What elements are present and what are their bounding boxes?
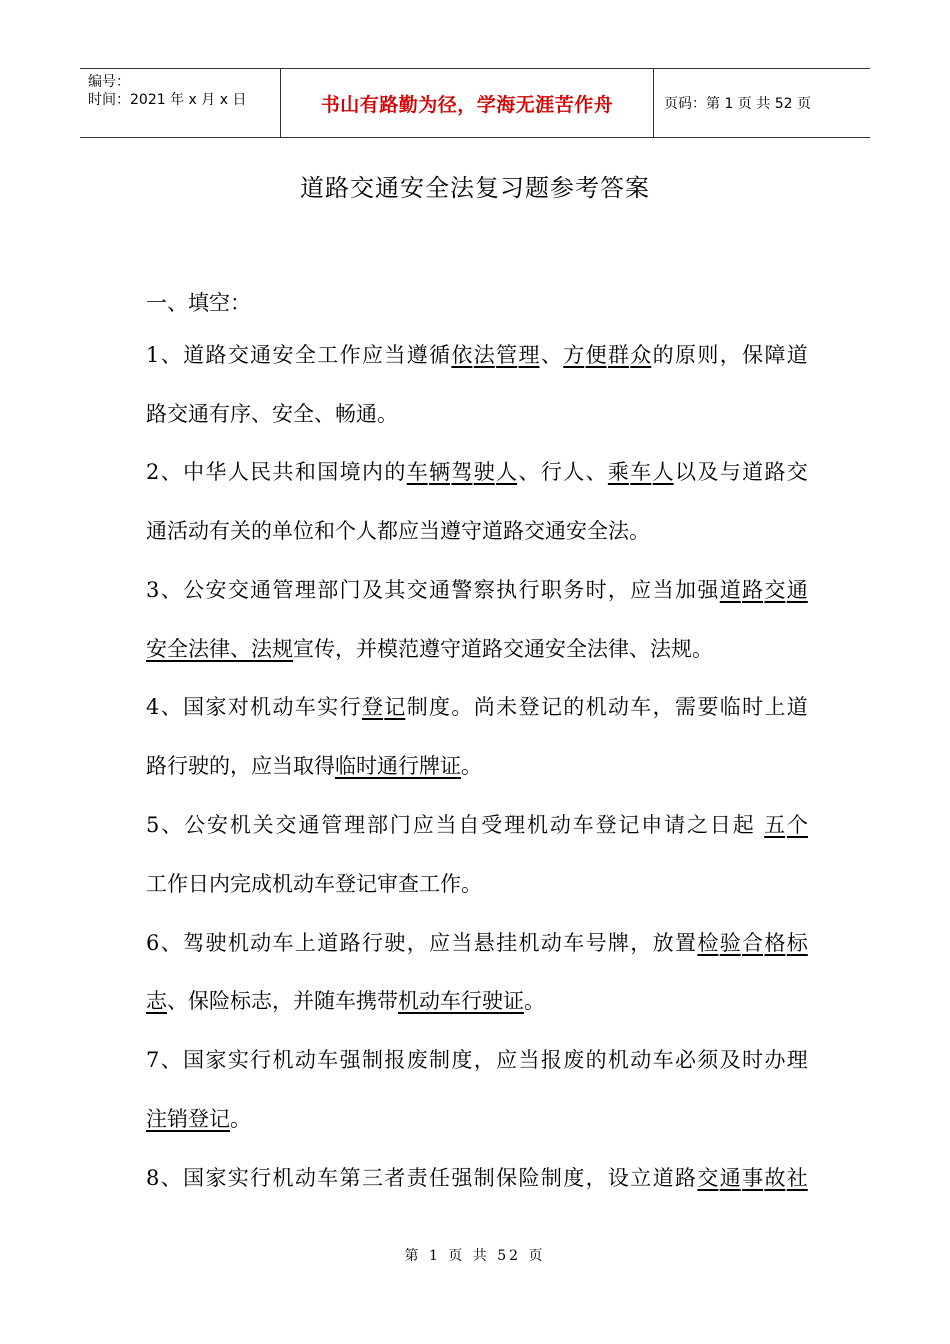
text-char: 动 xyxy=(250,931,272,955)
text-char: 机 xyxy=(518,931,540,955)
answer-blank: 志 xyxy=(146,989,167,1013)
text-char: 民 xyxy=(250,460,272,484)
text-char: 交 xyxy=(227,578,249,602)
text-char: 理 xyxy=(786,1048,808,1072)
text-char: 车 xyxy=(563,931,585,955)
text-char: 车 xyxy=(294,695,316,719)
text-char: 当 xyxy=(518,1048,540,1072)
text-char: 责 xyxy=(406,1166,428,1190)
text-char: 度 xyxy=(563,1166,585,1190)
text-char: 安 xyxy=(205,578,227,602)
text-char: 、 xyxy=(540,343,562,367)
text-char: 全 xyxy=(294,343,316,367)
text-char: ， xyxy=(406,931,428,955)
text-char: 制 xyxy=(406,695,428,719)
text-char: 尚 xyxy=(473,695,495,719)
text-line xyxy=(146,1163,808,1193)
text-char: 原 xyxy=(675,343,696,367)
text-char: 及 xyxy=(697,460,719,484)
text-char: 应 xyxy=(361,343,383,367)
text-char: 国 xyxy=(183,695,205,719)
text-char: 须 xyxy=(697,1048,719,1072)
text-line xyxy=(146,516,808,546)
text-char: 其 xyxy=(384,578,406,602)
answer-char: 格 xyxy=(764,931,786,955)
answer-char: 故 xyxy=(764,1166,786,1190)
answer-char: 众 xyxy=(630,343,652,367)
answer-char: 车 xyxy=(406,460,428,484)
text-char: 时 xyxy=(742,1048,764,1072)
text-char: 道 xyxy=(742,460,764,484)
answer-char: 道 xyxy=(719,578,741,602)
header-motto: 书山有路勤为径，学海无涯苦作舟 xyxy=(320,93,614,116)
text-char: 机 xyxy=(227,931,249,955)
text-line xyxy=(146,340,808,370)
header-meta xyxy=(80,69,280,137)
answer-char: 群 xyxy=(607,343,629,367)
text-char: 安 xyxy=(272,343,294,367)
text-char: 人 xyxy=(563,460,585,484)
text-line xyxy=(146,751,808,781)
text-char: 动 xyxy=(630,1048,652,1072)
text-line xyxy=(146,869,808,899)
text-char: 门 xyxy=(389,813,411,837)
text-segment: 、保险标志，并随车携带 xyxy=(167,989,398,1013)
text-char: 察 xyxy=(473,578,495,602)
text-char: ， xyxy=(473,1048,495,1072)
text-line xyxy=(146,1104,808,1134)
text-char: 当 xyxy=(451,931,473,955)
answer-char: 合 xyxy=(742,931,764,955)
text-char: 境 xyxy=(339,460,361,484)
text-char: 车 xyxy=(317,1166,339,1190)
text-char: 以 xyxy=(675,460,696,484)
text-char: 车 xyxy=(652,1048,674,1072)
time-label: 时间：2021 年 x 月 x 日 xyxy=(88,92,247,108)
text-char: 设 xyxy=(607,1166,629,1190)
text-char: 临 xyxy=(719,695,741,719)
text-char: 记 xyxy=(540,695,562,719)
text-char: 交 xyxy=(786,460,808,484)
answer-char: 社 xyxy=(786,1166,808,1190)
text-char: 与 xyxy=(719,460,741,484)
text-char: 动 xyxy=(549,813,571,837)
text-line xyxy=(146,457,808,487)
section-heading: 一、填空： xyxy=(146,291,251,315)
answer-char: 路 xyxy=(742,578,764,602)
text-char: ， xyxy=(719,343,741,367)
answer-char: 个 xyxy=(786,813,808,837)
answer-blank: 安全法律、法规 xyxy=(146,637,293,661)
text-char: 废 xyxy=(406,1048,428,1072)
text-char: 行 xyxy=(518,578,540,602)
text-char: 登 xyxy=(595,813,617,837)
text-char: 循 xyxy=(429,343,451,367)
text-char: 通 xyxy=(429,578,451,602)
text-char: ， xyxy=(585,1166,607,1190)
document-title: 道路交通安全法复习题参考答案 xyxy=(300,174,650,202)
text-char: 起 xyxy=(732,813,754,837)
text-char: 放 xyxy=(652,931,674,955)
text-char: 机 xyxy=(229,813,251,837)
answer-char: 标 xyxy=(786,931,808,955)
page-footer: 第 1 页 共 52 页 xyxy=(404,1248,546,1264)
text-char: 时 xyxy=(585,578,607,602)
text-char: 安 xyxy=(206,813,228,837)
answer-char: 驶 xyxy=(473,460,495,484)
text-line xyxy=(146,928,808,958)
text-char: 的 xyxy=(384,460,406,484)
text-char: 行 xyxy=(250,1166,272,1190)
text-char: 号 xyxy=(585,931,607,955)
text-char: 及 xyxy=(361,578,383,602)
text-segment: 。 xyxy=(461,754,482,778)
text-char: 机 xyxy=(272,1166,294,1190)
text-char: 8 xyxy=(146,1166,160,1190)
text-char: 警 xyxy=(451,578,473,602)
text-char: 机 xyxy=(250,695,272,719)
text-char: 、 xyxy=(160,1048,182,1072)
text-char: 机 xyxy=(272,1048,294,1072)
text-char: 制 xyxy=(473,1166,495,1190)
answer-char: 记 xyxy=(384,695,406,719)
text-char: 管 xyxy=(321,813,343,837)
text-char: 、 xyxy=(160,578,182,602)
text-char: 者 xyxy=(384,1166,406,1190)
text-char: 则 xyxy=(697,343,719,367)
text-char: 国 xyxy=(183,1166,205,1190)
text-segment: 通活动有关的单位和个人都应当遵守道路交通安全法。 xyxy=(146,519,650,543)
text-char: 行 xyxy=(339,695,361,719)
text-char: ， xyxy=(652,695,674,719)
answer-char: 检 xyxy=(697,931,719,955)
text-char: 、 xyxy=(160,1166,182,1190)
text-char: 道 xyxy=(317,931,339,955)
text-char: 第 xyxy=(339,1166,361,1190)
text-char: 制 xyxy=(540,1166,562,1190)
text-char: 之 xyxy=(687,813,708,837)
text-char: 自 xyxy=(458,813,480,837)
text-char: 交 xyxy=(227,343,249,367)
header-motto-cell xyxy=(280,69,654,137)
text-char: 交 xyxy=(406,578,428,602)
text-segment: 工作日内完成机动车登记审查工作。 xyxy=(146,872,482,896)
text-char: 车 xyxy=(572,813,594,837)
text-char: 制 xyxy=(361,1048,383,1072)
text-segment: 宣传，并模范遵守道路交通安全法律、法规。 xyxy=(293,637,713,661)
answer-blank: 临时通行牌证 xyxy=(335,754,461,778)
text-char xyxy=(756,810,763,840)
text-char: 机 xyxy=(585,695,607,719)
text-char: 登 xyxy=(518,695,540,719)
answer-char: 事 xyxy=(742,1166,764,1190)
serial-label: 编号： xyxy=(88,74,130,90)
text-char: 2 xyxy=(146,460,160,484)
text-char: 和 xyxy=(294,460,316,484)
text-line xyxy=(146,986,808,1016)
text-char: 通 xyxy=(250,578,272,602)
text-char: 道 xyxy=(786,343,808,367)
text-char: 路 xyxy=(205,343,227,367)
answer-char: 理 xyxy=(518,343,540,367)
text-char: 办 xyxy=(764,1048,786,1072)
text-line xyxy=(146,575,808,605)
text-char: 道 xyxy=(183,343,205,367)
text-char: 路 xyxy=(675,1166,696,1190)
text-char: 报 xyxy=(540,1048,562,1072)
answer-blank: 机动车行驶证 xyxy=(398,989,524,1013)
text-char: 华 xyxy=(205,460,227,484)
answer-blank: 注销登记 xyxy=(146,1107,230,1131)
text-char: 车 xyxy=(317,1048,339,1072)
text-char: 、 xyxy=(160,695,182,719)
answer-char: 车 xyxy=(630,460,652,484)
text-char: 家 xyxy=(205,1166,227,1190)
page-header xyxy=(80,68,870,138)
text-char: 行 xyxy=(361,931,383,955)
text-char: 路 xyxy=(339,931,361,955)
text-char: 6 xyxy=(146,931,160,955)
text-char: 申 xyxy=(641,813,663,837)
text-char: 驶 xyxy=(205,931,227,955)
text-char: 悬 xyxy=(473,931,495,955)
text-char: 日 xyxy=(709,813,731,837)
text-char: 强 xyxy=(451,1166,473,1190)
text-char: 共 xyxy=(272,460,294,484)
text-line xyxy=(146,1045,808,1075)
text-char: 机 xyxy=(607,1048,629,1072)
answer-char: 便 xyxy=(585,343,607,367)
text-char: 中 xyxy=(183,460,205,484)
text-char: 置 xyxy=(675,931,696,955)
text-segment: 。 xyxy=(524,989,545,1013)
text-char: 应 xyxy=(496,1048,518,1072)
text-char: 、 xyxy=(518,460,540,484)
answer-char: 驾 xyxy=(451,460,473,484)
text-char: 行 xyxy=(250,1048,272,1072)
text-char: 车 xyxy=(630,695,652,719)
text-segment: 路行驶的，应当取得 xyxy=(146,754,335,778)
text-char: 当 xyxy=(384,343,406,367)
text-char: 管 xyxy=(272,578,294,602)
text-char: 车 xyxy=(272,931,294,955)
text-char: 度 xyxy=(429,695,451,719)
text-char: 及 xyxy=(719,1048,741,1072)
text-char: 家 xyxy=(205,695,227,719)
text-char: 请 xyxy=(664,813,686,837)
text-char: 必 xyxy=(675,1048,696,1072)
text-char: 受 xyxy=(481,813,503,837)
text-char: 作 xyxy=(339,343,361,367)
text-char: 通 xyxy=(298,813,320,837)
text-line xyxy=(146,634,808,664)
text-char: 部 xyxy=(317,578,339,602)
answer-char: 交 xyxy=(764,578,786,602)
text-char: 挂 xyxy=(496,931,518,955)
text-char: 障 xyxy=(764,343,786,367)
text-char: 国 xyxy=(183,1048,205,1072)
text-char: 加 xyxy=(675,578,696,602)
text-char: 、 xyxy=(161,813,183,837)
text-char: 驾 xyxy=(183,931,205,955)
text-char: 应 xyxy=(412,813,434,837)
text-char: 7 xyxy=(146,1048,160,1072)
text-char: 理 xyxy=(294,578,316,602)
text-char: 度 xyxy=(451,1048,473,1072)
text-char: 务 xyxy=(563,578,585,602)
header-page-info: 页码：第 1 页 共 52 页 xyxy=(664,96,811,112)
answer-char: 交 xyxy=(697,1166,719,1190)
text-char: 工 xyxy=(317,343,339,367)
text-char: 当 xyxy=(652,578,674,602)
text-char: 执 xyxy=(496,578,518,602)
text-char: 驶 xyxy=(384,931,406,955)
text-char: 牌 xyxy=(607,931,629,955)
text-char: 部 xyxy=(366,813,388,837)
text-char: 未 xyxy=(496,695,518,719)
text-line xyxy=(146,399,808,429)
text-char: ， xyxy=(607,578,629,602)
text-char: ， xyxy=(630,931,652,955)
text-char: 道 xyxy=(652,1166,674,1190)
text-char: 的 xyxy=(652,343,674,367)
text-char: 动 xyxy=(540,931,562,955)
text-char: 门 xyxy=(339,578,361,602)
text-char: 实 xyxy=(227,1048,249,1072)
text-char: 公 xyxy=(183,578,205,602)
text-char: 保 xyxy=(496,1166,518,1190)
text-char: 的 xyxy=(563,695,585,719)
text-segment: 路交通有序、安全、畅通。 xyxy=(146,402,398,426)
answer-char: 管 xyxy=(496,343,518,367)
text-line xyxy=(146,692,808,722)
text-char: 公 xyxy=(184,813,206,837)
text-char: 应 xyxy=(429,931,451,955)
text-char: 强 xyxy=(339,1048,361,1072)
answer-char: 五 xyxy=(764,813,786,837)
text-char: 交 xyxy=(275,813,297,837)
answer-char: 法 xyxy=(473,343,495,367)
answer-char: 通 xyxy=(719,1166,741,1190)
text-line xyxy=(146,810,808,840)
text-char: 报 xyxy=(384,1048,406,1072)
text-char: 、 xyxy=(160,343,182,367)
text-char: 的 xyxy=(585,1048,607,1072)
text-char: 机 xyxy=(526,813,548,837)
text-char: 对 xyxy=(227,695,249,719)
text-char: 应 xyxy=(630,578,652,602)
answer-char: 乘 xyxy=(607,460,629,484)
text-char: 要 xyxy=(697,695,719,719)
text-char: 废 xyxy=(563,1048,585,1072)
text-char: 实 xyxy=(227,1166,249,1190)
answer-char: 依 xyxy=(451,343,473,367)
text-char: 职 xyxy=(540,578,562,602)
text-char: 关 xyxy=(252,813,274,837)
text-char: 上 xyxy=(294,931,316,955)
text-char: 实 xyxy=(317,695,339,719)
text-char: 动 xyxy=(607,695,629,719)
text-char: 4 xyxy=(146,695,160,719)
text-char: 理 xyxy=(504,813,526,837)
text-char: 、 xyxy=(160,931,182,955)
text-char: 制 xyxy=(429,1048,451,1072)
text-char: 路 xyxy=(764,460,786,484)
answer-char: 验 xyxy=(719,931,741,955)
text-char: 险 xyxy=(518,1166,540,1190)
answer-char: 人 xyxy=(496,460,518,484)
text-char: 5 xyxy=(146,813,160,837)
text-char: 强 xyxy=(697,578,719,602)
text-char: 三 xyxy=(361,1166,383,1190)
text-char: 保 xyxy=(742,343,764,367)
text-char: 3 xyxy=(146,578,160,602)
text-char: 国 xyxy=(317,460,339,484)
answer-char: 通 xyxy=(786,578,808,602)
text-char: 动 xyxy=(272,695,294,719)
text-char: 内 xyxy=(361,460,383,484)
text-char: 当 xyxy=(435,813,457,837)
text-char: 立 xyxy=(630,1166,652,1190)
text-char: 动 xyxy=(294,1048,316,1072)
text-char: 、 xyxy=(160,460,182,484)
text-segment: 。 xyxy=(230,1107,251,1131)
text-char: 任 xyxy=(429,1166,451,1190)
text-char: 家 xyxy=(205,1048,227,1072)
text-char: 记 xyxy=(618,813,640,837)
text-char: 需 xyxy=(675,695,696,719)
text-char: 人 xyxy=(227,460,249,484)
text-char: 理 xyxy=(344,813,366,837)
text-char: 行 xyxy=(540,460,562,484)
answer-char: 登 xyxy=(361,695,383,719)
answer-char: 辆 xyxy=(429,460,451,484)
text-char: 。 xyxy=(451,695,473,719)
answer-char: 方 xyxy=(563,343,585,367)
text-char: 、 xyxy=(585,460,607,484)
text-char: 时 xyxy=(742,695,764,719)
text-char: 1 xyxy=(146,343,160,367)
text-char: 上 xyxy=(764,695,786,719)
text-char: 通 xyxy=(250,343,272,367)
answer-char: 人 xyxy=(652,460,674,484)
text-char: 动 xyxy=(294,1166,316,1190)
text-char: 遵 xyxy=(406,343,428,367)
text-char: 道 xyxy=(786,695,808,719)
